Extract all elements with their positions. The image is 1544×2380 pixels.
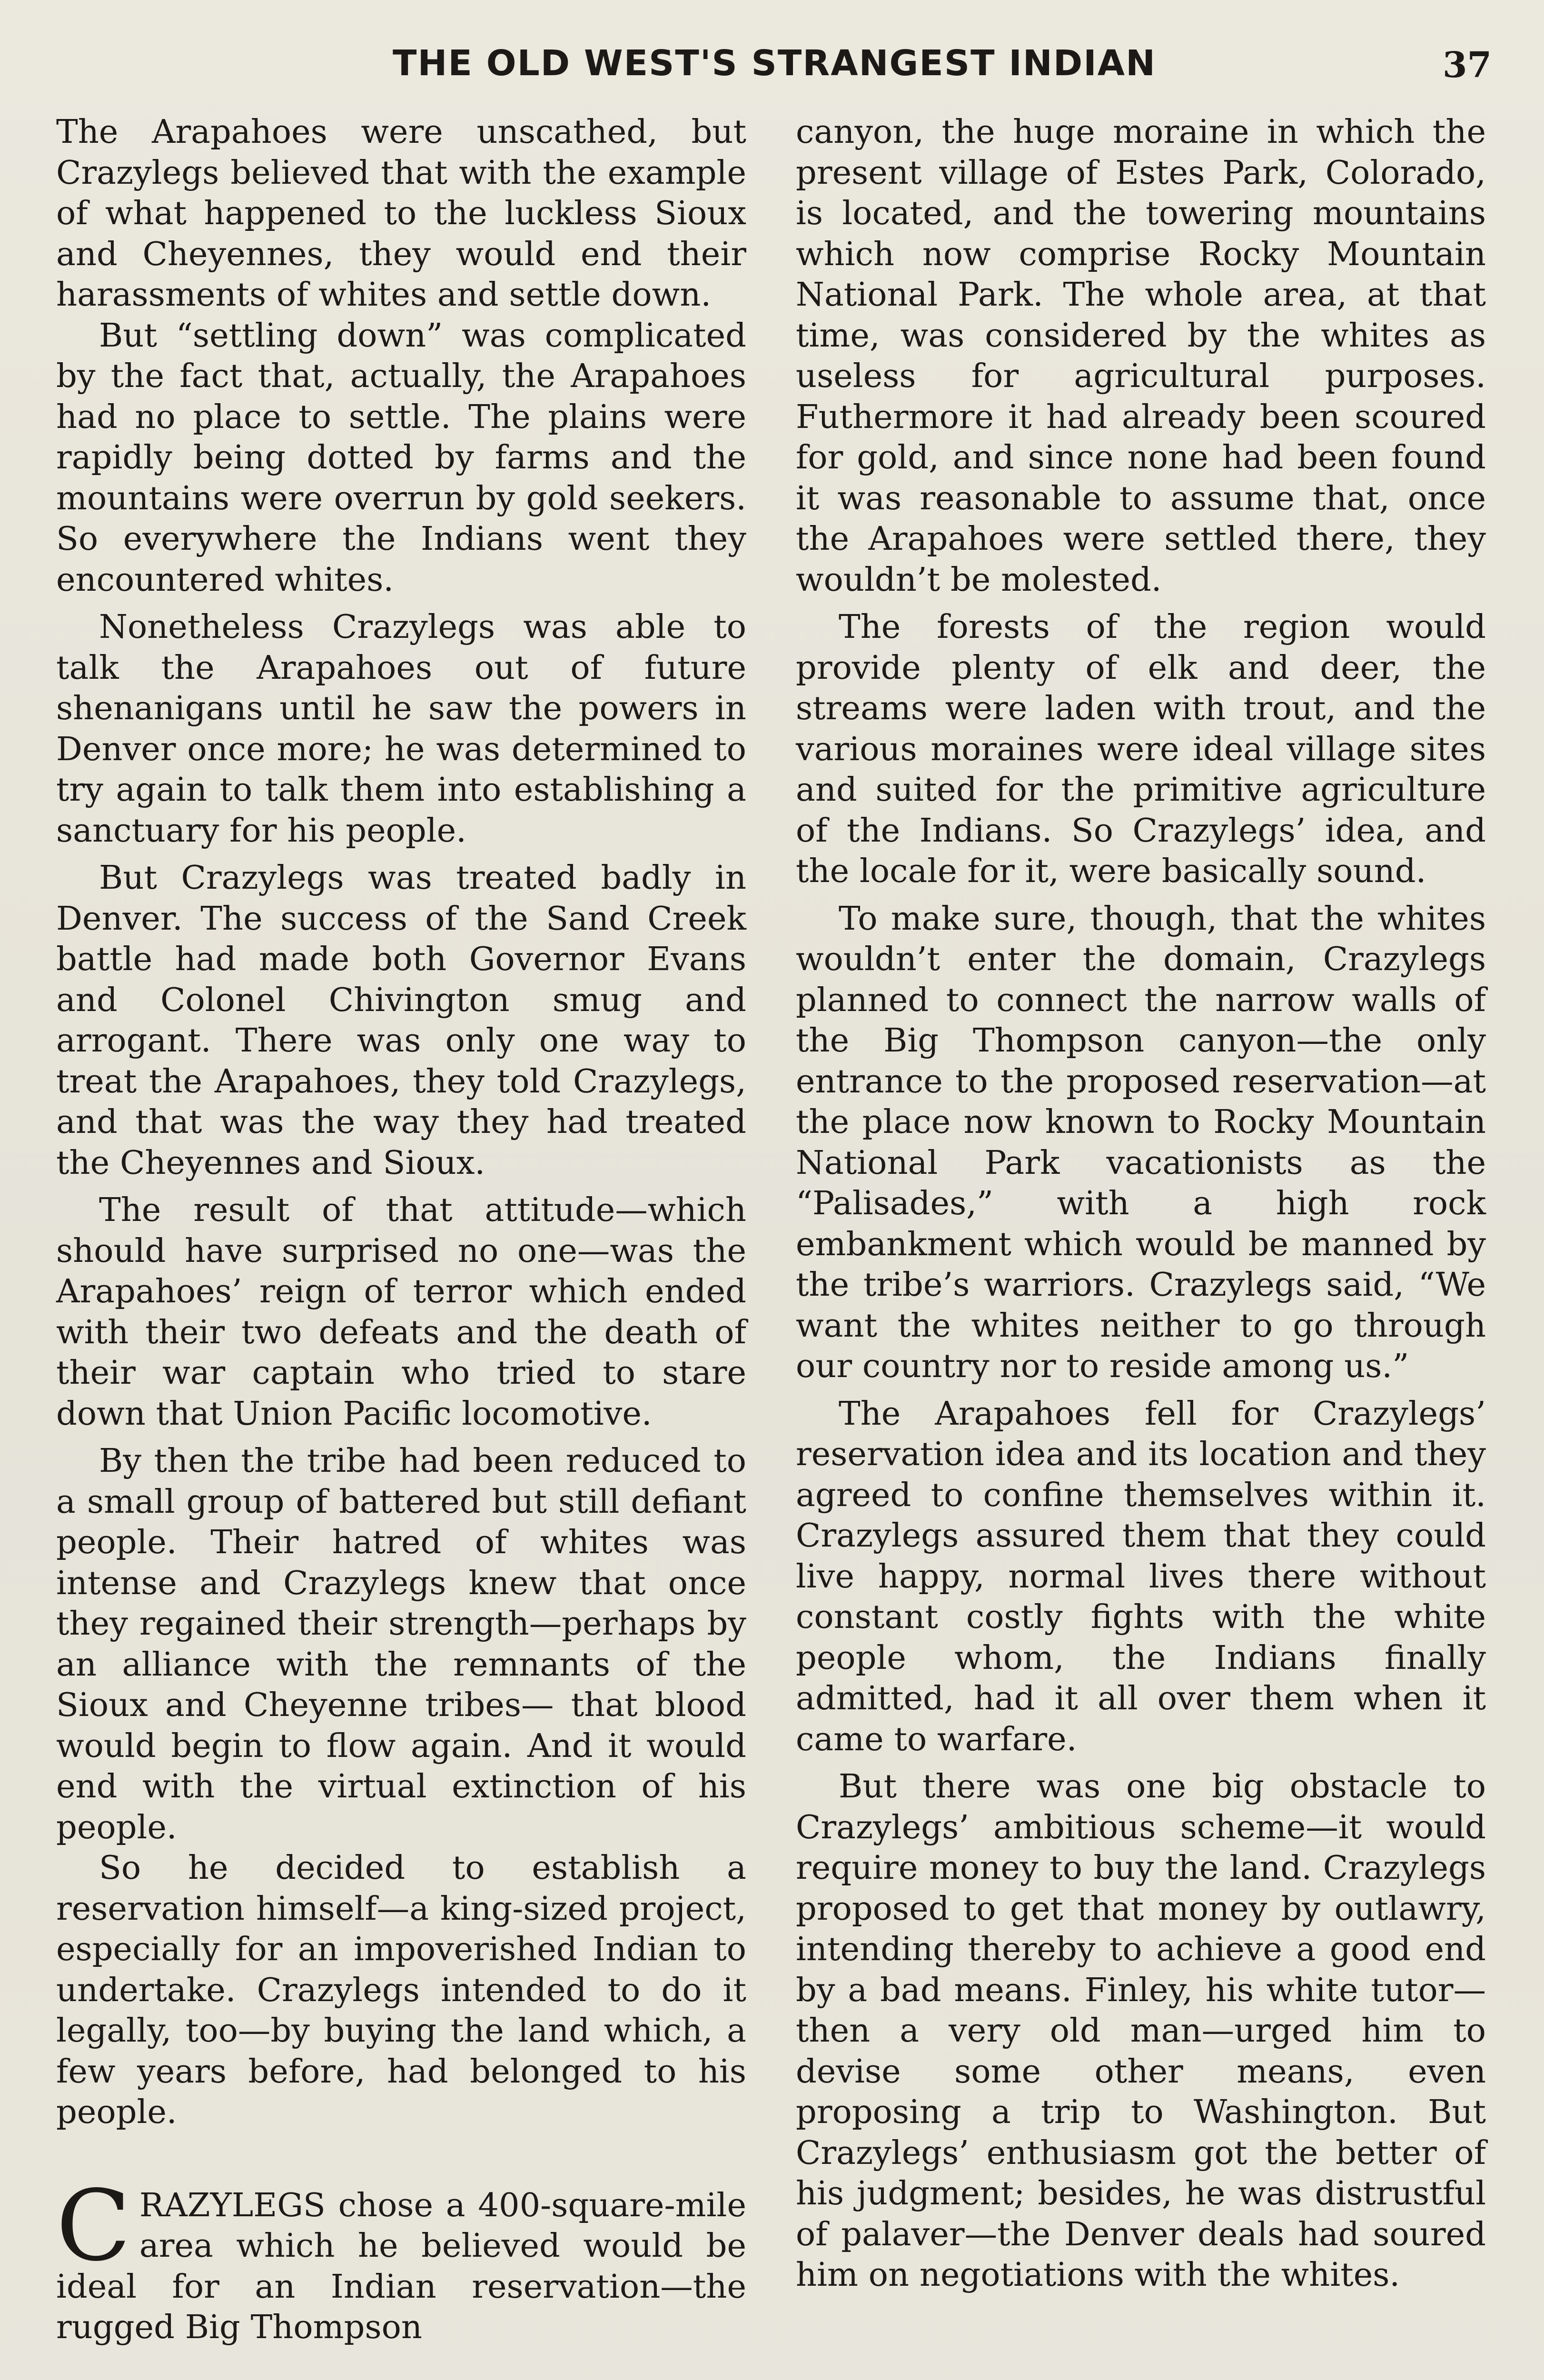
paragraph: The Arapahoes were unscathed, but Crazylegs believed that with the example of what happened to the luckless Sioux and Cheyennes, they would end their harassments of whites and settle down. bbox=[56, 113, 746, 314]
left-column bbox=[56, 112, 746, 2348]
running-title: THE OLD WEST'S STRANGEST INDIAN bbox=[392, 43, 1157, 84]
page-header bbox=[57, 43, 1492, 100]
paragraph: So he decided to establish a reservation himself—a king-sized project, especially for an impoverished Indian to undertake. Crazylegs intended to do it legally, too—by buying the land which, a few years before, had belonged to his people. bbox=[56, 1849, 746, 2131]
right-column bbox=[796, 112, 1486, 2296]
paragraph: canyon, the huge moraine in which the present village of Estes Park, Colorado, is located, and the towering mountains which now comprise Rocky Mountain National Park. The whole area, at that time, was considered by the whites as useless for agricultural purposes. Futhermore it had already been scoured for gold, and since none had been found it was reasonable to assume that, once the Arapahoes were settled there, they wouldn’t be molested. bbox=[796, 113, 1486, 599]
paragraph: To make sure, though, that the whites wouldn’t enter the domain, Crazylegs planned to connect the narrow walls of the Big Thompson canyon—the only entrance to the proposed reservation—at the place now known to Rocky Mountain National Park vacationists as the “Palisades,” with a high rock embankment which would be manned by the tribe’s warriors. Crazylegs said, “We want the whites neither to go through our country nor to reside among us.” bbox=[796, 899, 1486, 1385]
paragraph: But Crazylegs was treated badly in Denver. The success of the Sand Creek battle had made both Governor Evans and Colonel Chivington smug and arrogant. There was only one way to treat the Arapahoes, they told Crazylegs, and that was the way they had treated the Cheyennes and Sioux. bbox=[56, 859, 746, 1182]
paragraph: But there was one big obstacle to Crazylegs’ ambitious scheme—it would require money to buy the land. Crazylegs proposed to get that money by outlawry, intending thereby to achieve a good end by a bad means. Finley, his white tutor—then a very old man—urged him to devise some other means, even proposing a trip to Washington. But Crazylegs’ enthusiasm got the better of his judgment; besides, he was distrustful of palaver—the Denver deals had soured him on negotiations with the whites. bbox=[796, 1767, 1486, 2294]
paragraph: But “settling down” was complicated by the fact that, actually, the Arapahoes had no place to settle. The plains were rapidly being dotted by farms and the mountains were overrun by gold seekers. So everywhere the Indians went they encountered whites. bbox=[56, 316, 746, 599]
dropcap-paragraph bbox=[56, 2169, 746, 2348]
paragraph: The Arapahoes fell for Crazylegs’ reservation idea and its location and they agreed to confine themselves within it. Crazylegs assured them that they could live happy, normal lives there without constant costly fights with the white people whom, the Indians finally admitted, had it all over them when it came to warfare. bbox=[796, 1394, 1486, 1758]
paragraph: The forests of the region would provide plenty of elk and deer, the streams were laden with trout, and the various moraines were ideal village sites and suited for the primitive agriculture of the Indians. So Crazylegs’ idea, and the locale for it, were basically sound. bbox=[796, 608, 1486, 890]
drop-cap-letter: C bbox=[56, 2169, 131, 2283]
dropcap-paragraph-text: RAZYLEGS chose a 400-square-mile area which he believed would be ideal for an Indian reservation—the rugged Big Thompson bbox=[56, 2186, 746, 2346]
paragraph: Nonetheless Crazylegs was able to talk the Arapahoes out of future shenanigans until he saw the powers in Denver once more; he was determined to try again to talk them into establishing a sanctuary for his people. bbox=[56, 608, 746, 850]
page-number: 37 bbox=[1443, 45, 1492, 86]
paragraph: The result of that attitude—which should have surprised no one—was the Arapahoes’ reign of terror which ended with their two defeats and the death of their war captain who tried to stare down that Union Pacific locomotive. bbox=[56, 1191, 746, 1433]
paragraph: By then the tribe had been reduced to a small group of battered but still defiant people. Their hatred of whites was intense and Crazylegs knew that once they regained their strength—perhaps by an alliance with the remnants of the Sioux and Cheyenne tribes— that blood would begin to flow again. And it would end with the virtual extinction of his people. bbox=[56, 1442, 746, 1846]
